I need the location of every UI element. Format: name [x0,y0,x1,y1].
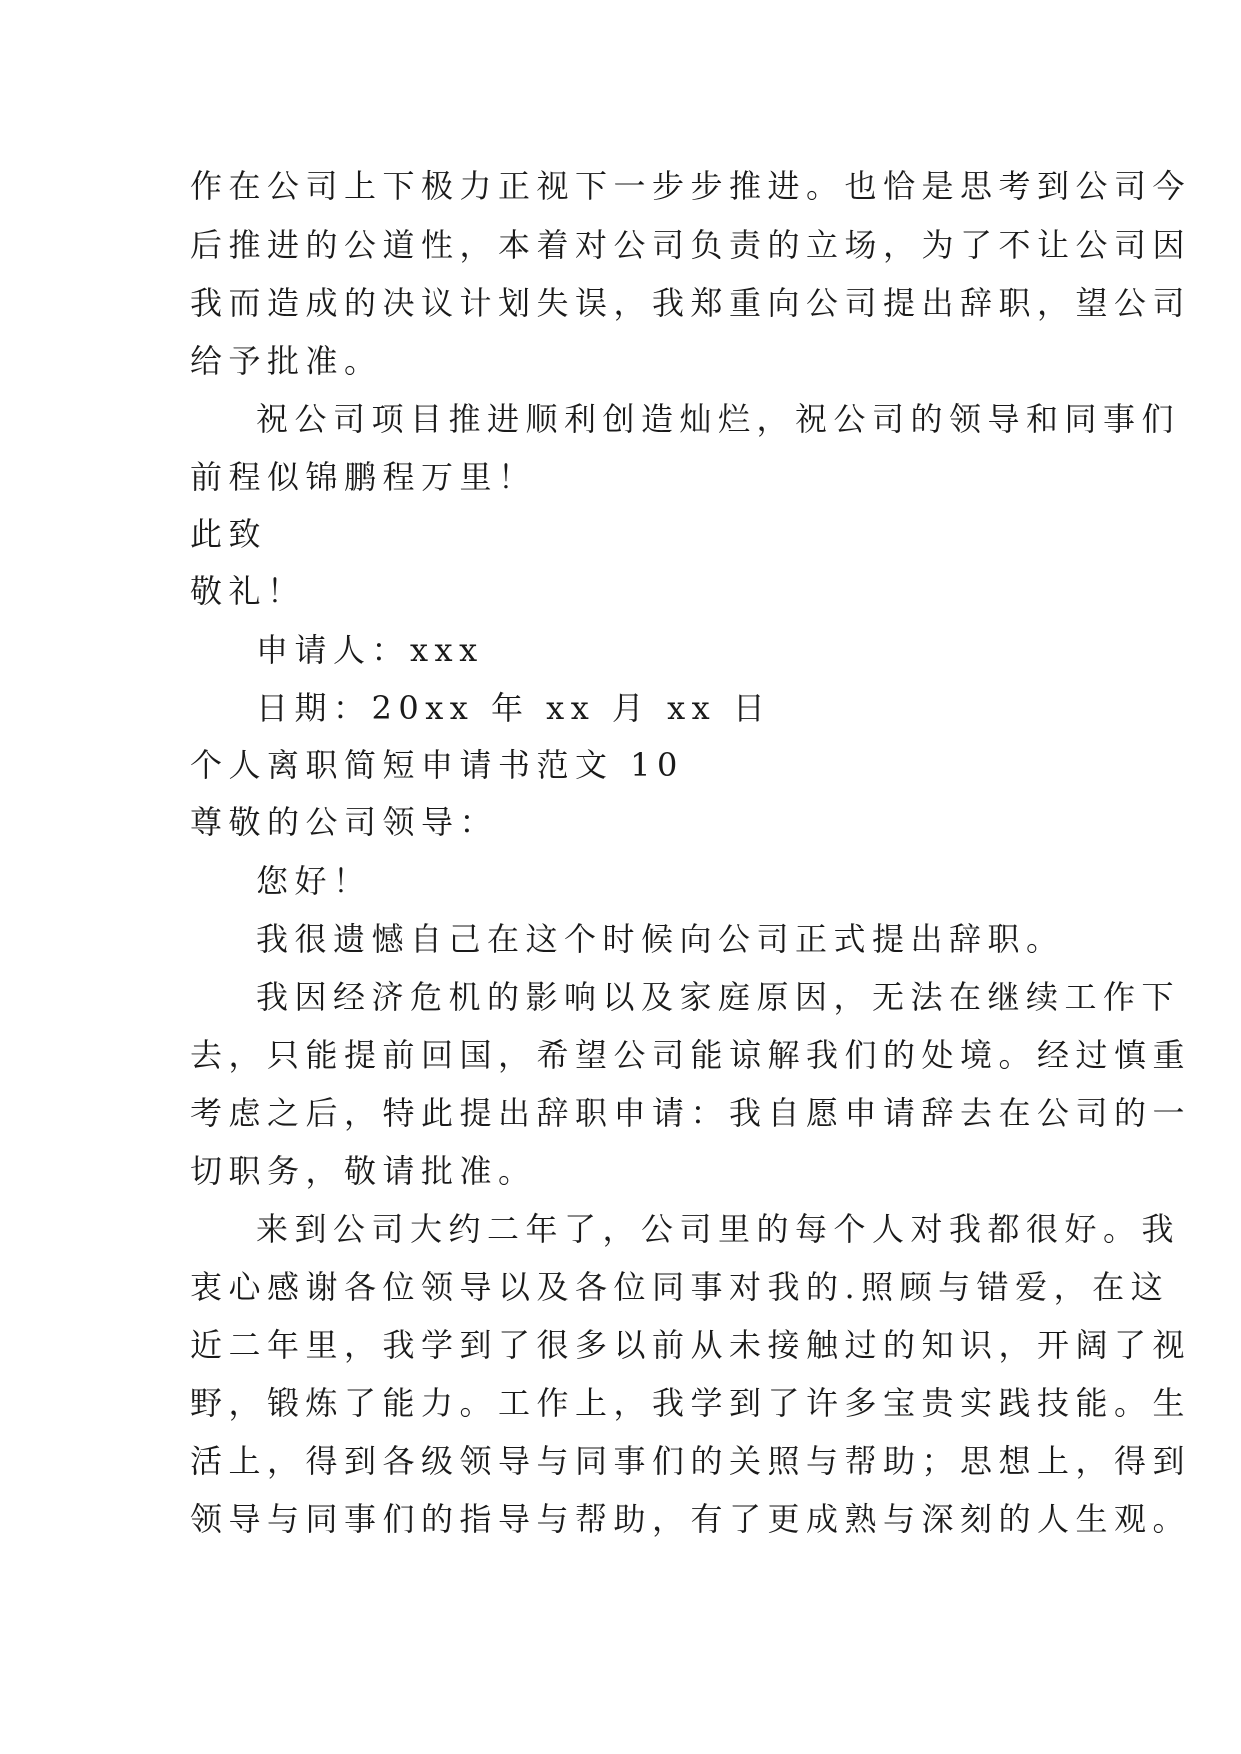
text-line: 前程似锦鹏程万里！ [190,458,537,496]
text-line: 给予批准。 [190,342,383,380]
text-line: 去，只能提前回国，希望公司能谅解我们的处境。经过慎重 [190,1036,1192,1074]
text-line: 祝公司项目推进顺利创造灿烂，祝公司的领导和同事们 [256,400,1181,438]
section-title: 个人离职简短申请书范文 10 [190,746,684,784]
text-line: 切职务，敬请批准。 [190,1152,537,1190]
text-line: 作在公司上下极力正视下一步步推进。也恰是思考到公司今 [190,167,1192,205]
text-line: 来到公司大约二年了，公司里的每个人对我都很好。我 [256,1210,1181,1248]
text-line: 领导与同事们的指导与帮助，有了更成熟与深刻的人生观。 [190,1500,1192,1538]
date-line: 日期：20xx 年 xx 月 xx 日 [256,689,772,727]
text-line: 我而造成的决议计划失误，我郑重向公司提出辞职，望公司 [190,284,1192,322]
text-line: 我很遗憾自己在这个时候向公司正式提出辞职。 [256,920,1065,958]
text-line: 我因经济危机的影响以及家庭原因，无法在继续工作下 [256,978,1181,1016]
text-line: 您好！ [256,862,372,900]
text-line: 衷心感谢各位领导以及各位同事对我的.照顾与错爱，在这 [190,1268,1170,1306]
applicant-line: 申请人：xxx [256,631,484,669]
salute-line: 敬礼！ [190,572,306,610]
text-line: 近二年里，我学到了很多以前从未接触过的知识，开阔了视 [190,1326,1192,1364]
greeting-line: 尊敬的公司领导： [190,803,499,841]
closing-line: 此致 [190,515,268,553]
text-line: 活上，得到各级领导与同事们的关照与帮助；思想上，得到 [190,1442,1192,1480]
text-line: 考虑之后，特此提出辞职申请：我自愿申请辞去在公司的一 [190,1094,1192,1132]
text-line: 后推进的公道性，本着对公司负责的立场，为了不让公司因 [190,226,1192,264]
text-line: 野，锻炼了能力。工作上，我学到了许多宝贵实践技能。生 [190,1384,1192,1422]
